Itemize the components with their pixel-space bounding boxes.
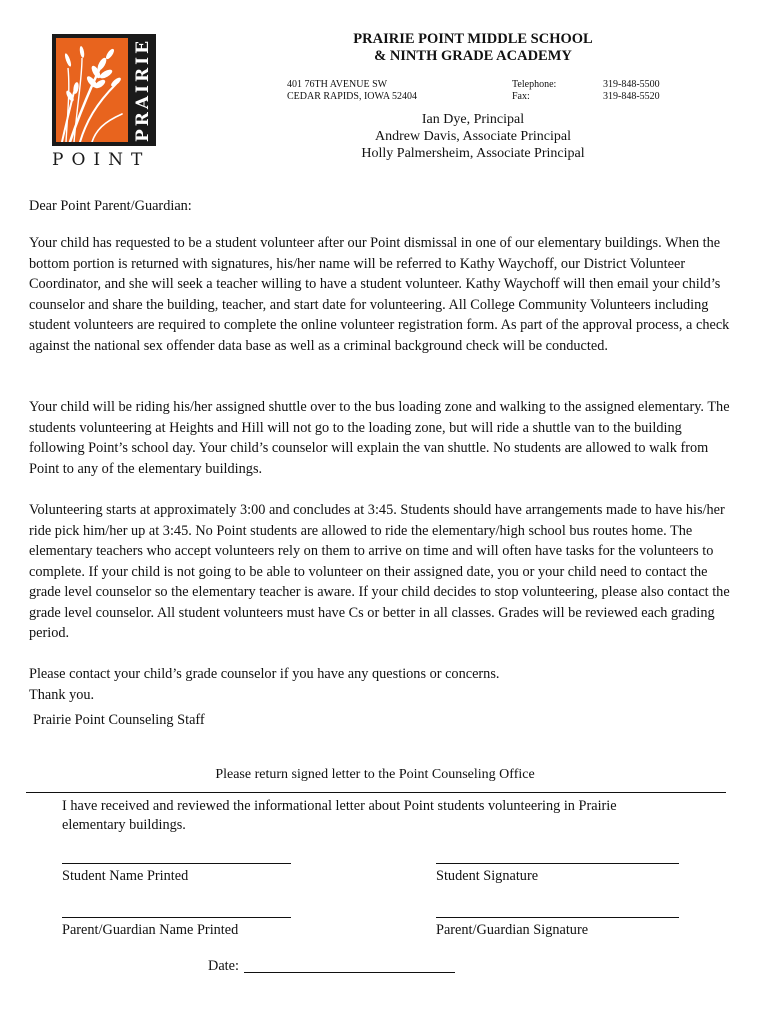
parent-signature-line[interactable]: [436, 917, 679, 918]
address-line1: 401 76TH AVENUE SW: [287, 79, 388, 90]
return-instruction: Please return signed letter to the Point Counseling Office: [215, 767, 535, 782]
cut-divider: [26, 792, 726, 793]
date-line[interactable]: [244, 972, 455, 973]
wheat-stalk-icon: [56, 38, 128, 142]
school-logo: [52, 34, 160, 168]
parent-name-label: Parent/Guardian Name Printed: [62, 922, 239, 938]
student-name-label: Student Name Printed: [62, 868, 189, 884]
logo-prairie-label: PRAIRIE: [133, 37, 153, 143]
student-name-line[interactable]: [62, 863, 291, 864]
paragraph-1: Your child has requested to be a student volunteer after our Point dismissal in one of our elementary buildings. When the bottom portion is returned with signatures, his/her name will be referred to Kathy Waychoff, our District Volunteer Coordinator, and she will seek a teacher willing to have a student volunteer. Kathy Waychoff will then email your child’s counselor and share the building, teacher, and start date for volunteering. All College Community Volunteers including student volunteers are required to complete the online volunteer registration form. As part of the approval process, a check against the national sex offender data base as well as a criminal background check will be conducted.: [29, 235, 730, 354]
parent-name-line[interactable]: [62, 917, 291, 918]
staff-list: [310, 111, 636, 162]
student-signature-line[interactable]: [436, 863, 679, 864]
school-address: [287, 79, 417, 103]
salutation: Dear Point Parent/Guardian:: [29, 198, 192, 214]
paragraph-3: Volunteering starts at approximately 3:00 and concludes at 3:45. Students should have arrangements made to have his/her ride pick him/her up at 3:45. No Point students are allowed to ride the elementary/high school bus routes home. The elementary teachers who accept volunteers rely on them to arrive on time and will often have tasks for the volunteers to complete. If your child is not going to be able to volunteer on their assigned date, you or your child need to contact the grade level counselor so the elementary teacher is aware. If your child decides to stop volunteering, please also contact the grade level counselor. All student volunteers must have Cs or better in all classes. Grades will be reviewed each grading period.: [29, 502, 730, 641]
closing-thanks: Thank you.: [29, 686, 95, 703]
logo-point-text: POINT: [52, 150, 151, 170]
telephone-number: 319-848-5500: [603, 79, 660, 90]
student-signature-label: Student Signature: [436, 868, 539, 884]
closing-contact: Please contact your child’s grade counselor if you have any questions or concerns.: [29, 666, 500, 682]
telephone-label: Telephone:: [512, 79, 557, 90]
school-name-line1: PRAIRIE POINT MIDDLE SCHOOL: [353, 31, 593, 47]
logo-wheat-panel: [56, 38, 128, 142]
school-name: [290, 31, 656, 65]
date-label: Date:: [208, 958, 239, 974]
contact-numbers: [603, 79, 660, 103]
signoff: Prairie Point Counseling Staff: [33, 712, 205, 728]
closing: [29, 664, 735, 705]
acknowledgement-text: I have received and reviewed the informational letter about Point students volunteering in Prairie elementary buildings.: [62, 798, 617, 833]
fax-label: Fax:: [512, 91, 530, 102]
address-line2: CEDAR RAPIDS, IOWA 52404: [287, 91, 418, 102]
staff-associate-principal-1: Andrew Davis, Associate Principal: [375, 129, 571, 144]
staff-principal: Ian Dye, Principal: [421, 112, 525, 127]
logo-prairie-text: [132, 36, 154, 144]
school-name-line2: & NINTH GRADE ACADEMY: [374, 48, 572, 64]
fax-number: 319-848-5520: [603, 91, 660, 102]
parent-signature-label: Parent/Guardian Signature: [436, 922, 589, 938]
staff-associate-principal-2: Holly Palmersheim, Associate Principal: [361, 146, 585, 161]
paragraph-2: Your child will be riding his/her assigned shuttle over to the bus loading zone and walking to the assigned elementary. The students volunteering at Heights and Hill will not go to the loading zone, but will ride a shuttle van to the building following Point’s school day. Your child’s counselor will explain the van shuttle. No students are allowed to walk from Point to any of the elementary buildings.: [29, 399, 730, 477]
contact-labels: [512, 79, 556, 103]
